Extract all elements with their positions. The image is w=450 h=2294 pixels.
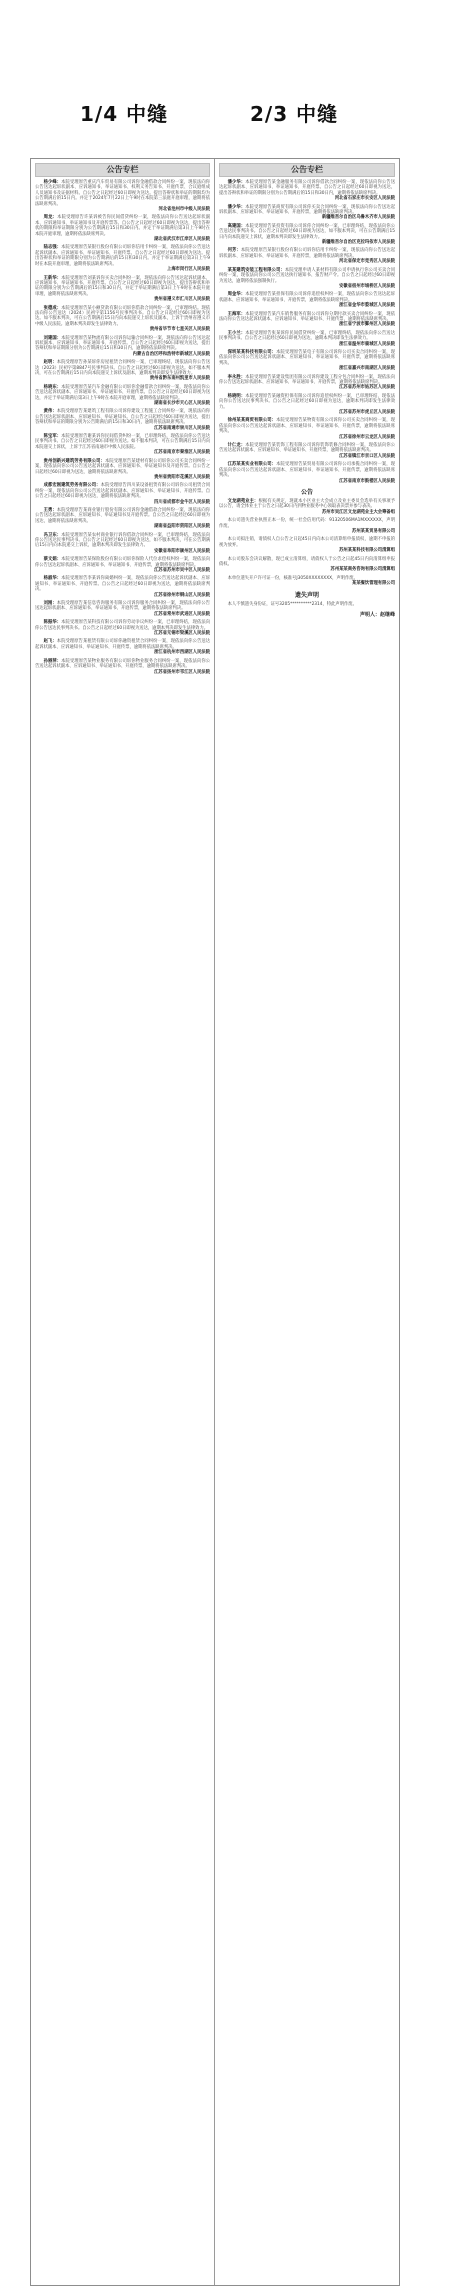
notice-addressee: 成都宏刚建筑劳务有限公司： xyxy=(43,483,101,489)
notice-text: 本院受理原告某租赁有限公司诉你融资租赁合同纠纷一案，现依法向你公告送达起诉状副本、应诉通知书、举证通知书、开庭传票，逾期将依法缺席判决。 xyxy=(35,639,211,650)
notice-item xyxy=(219,205,395,221)
notice-addressee: 杨晓明： xyxy=(227,393,246,399)
notice-item xyxy=(35,659,210,675)
notice-item xyxy=(35,306,210,333)
notice-body xyxy=(35,180,210,207)
notice-item xyxy=(219,180,395,202)
notice-text: 本公司遗失营业执照正本一份，统一社会信用代码：91320506MA1MXXXXXX，声明作废。 xyxy=(219,518,395,529)
notice-addressee: 王海军： xyxy=(227,311,246,317)
right-column xyxy=(215,159,399,2285)
notice-issuer: 湖南省长沙市天心区人民法院 xyxy=(154,401,210,407)
notice-issuer: 湖北省武汉市江岸区人民法院 xyxy=(154,237,210,243)
notice-item xyxy=(219,375,395,391)
notice-addressee: 陈振华： xyxy=(43,620,62,626)
notice-item xyxy=(35,434,210,456)
notice-body xyxy=(35,336,210,352)
notice-issuer: 浙江省宁波市鄞州区人民法院 xyxy=(339,322,395,328)
notice-issuer: 河北省石家庄市长安区人民法院 xyxy=(334,196,395,202)
notice-body xyxy=(35,459,210,475)
notice-item xyxy=(219,537,395,553)
notice-addressee: 周龙： xyxy=(43,215,58,221)
notice-body xyxy=(219,443,395,454)
notice-body xyxy=(219,331,395,342)
notice-item xyxy=(35,409,210,431)
notice-addressee: 孙丽萍： xyxy=(43,658,62,664)
notice-issuer: 江苏省常州市武进区人民法院 xyxy=(154,611,210,617)
notice-body xyxy=(35,360,210,376)
notice-issuer: 苏州某某科技有限公司清算组 xyxy=(339,548,395,554)
notice-item xyxy=(219,518,395,534)
notice-addressee: 赵明： xyxy=(43,360,57,366)
notice-item xyxy=(35,508,210,530)
notice-addressee: 杨晓东： xyxy=(43,384,62,390)
notice-body xyxy=(35,601,210,612)
notice-item xyxy=(35,215,210,242)
closing-notice xyxy=(219,602,395,607)
notice-body xyxy=(219,180,395,196)
notice-body xyxy=(219,268,395,284)
notice-addressee: 陆志强： xyxy=(43,245,62,251)
notice-item xyxy=(35,336,210,358)
notice-addressee: 蔡文娟： xyxy=(43,557,62,563)
notice-item xyxy=(35,360,210,382)
notice-addressee: 潘少华： xyxy=(227,180,246,185)
notice-issuer: 贵州省遵义市汇川区人民法院 xyxy=(154,297,210,303)
notice-addressee: 张德成： xyxy=(43,305,62,311)
notice-issuer: 河北省沧州市中级人民法院 xyxy=(158,207,210,213)
notice-issuer: 内蒙古自治区呼和浩特市新城区人民法院 xyxy=(132,351,210,357)
notice-item xyxy=(35,245,210,272)
notice-text: 本院受理原告某担保有限公司诉你追偿权纠纷一案，现依法向你公告送达起诉状副本、应诉通知书、举证通知书、开庭传票，逾期将依法缺席判决。 xyxy=(219,292,396,303)
notice-body xyxy=(219,537,395,548)
notice-text: 本院受理原告某物资有限公司诉你公司买卖合同纠纷一案，现依法向你公司公告送达起诉状副本、应诉通知书、举证通知书、开庭传票，逾期将依法缺席判决。 xyxy=(219,418,396,435)
notice-item xyxy=(35,620,210,636)
notice-text: 本院受理原告某物业服务有限公司诉你物业服务合同纠纷一案，现依法向你公告送达起诉状副本、应诉通知书、举证通知书、开庭传票，逾期将依法缺席判决。 xyxy=(35,658,211,670)
notice-body xyxy=(35,620,210,631)
notice-text: 本院受理申请人某材料有限公司申请执行你公司买卖合同纠纷一案，现依法向你公司公告送达执行通知书、报告财产令。自公告之日起经过60日即视为送达，逾期将依法强制执行。 xyxy=(219,267,396,284)
notice-issuer: 江苏省苏州市姑苏区人民法院 xyxy=(339,385,395,391)
notice-item xyxy=(219,394,395,416)
notice-addressee: 深圳某某科技有限公司： xyxy=(227,349,277,355)
notice-addressee: 刘建国： xyxy=(43,335,62,341)
closing-text: 本人不慎遗失身份证，证号3205**********2314，特此声明作废。 xyxy=(227,601,357,607)
notice-text: 本院受理原告李某诉你离婚纠纷一案，现依法向你公告送达起诉状副本、应诉通知书、举证通知书、开庭传票。自公告之日起经过60日即视为送达，逾期将依法缺席判决。 xyxy=(35,576,211,593)
notice-text: 本院受理原告某农村商业银行诉你借款合同纠纷一案，已审理终结，现依法向你公告送达民事判决书。自公告之日起经过60日即视为送达，如不服本判决，可在公告期满后15日内向本院递交上诉状，逾期本判决即发生法律效力。 xyxy=(35,532,211,549)
notice-addressee: 某某建筑安装工程有限公司： xyxy=(227,267,285,273)
left-column-header: 公告专栏 xyxy=(35,163,210,177)
notice-item xyxy=(219,248,395,264)
notice-issuer: 新疆维吾尔自治区克拉玛依市人民法院 xyxy=(321,240,395,246)
left-column xyxy=(31,159,215,2285)
notice-issuer: 湖南省益阳市资阳区人民法院 xyxy=(154,524,210,530)
notice-text: 本院受理原告某投资有限公司诉你合同纠纷一案，已审理终结，现依法向你公告送达民事判决书。自公告之日起经过60日即视为送达，如不服本判决，可在公告期满后15日内向本院递交上诉状，逾期本判决即发生法律效力。 xyxy=(219,223,396,240)
notice-issuer: 某某餐饮管理有限公司 xyxy=(352,581,395,587)
notice-text: 本院受理原告张某诉你民间借贷纠纷一案，已审理终结，现依法向你公告送达民事判决书。自公告之日起经过60日即视为送达，逾期本判决即发生法律效力。 xyxy=(219,330,396,342)
notice-text: 本院受理原告某商业银行股份有限公司诉你金融借款合同纠纷一案，现依法向你公告送达起诉状副本、应诉通知书、举证通知书及开庭传票。自公告之日起经过60日即视为送达，逾期将依法缺席判决。 xyxy=(35,507,211,524)
notice-text: 本院受理原告某物流有限公司诉你运输合同纠纷一案，现依法向你公告送达起诉状副本、应诉通知书、举证通知书、开庭传票。自公告之日起经过60日即视为送达，提出答辩状和举证期限分别为公告期满后15日和30日内，逾期将依法缺席判决。 xyxy=(35,335,211,352)
notice-item xyxy=(35,576,210,598)
notice-addressee: 文龙湖苑业主： xyxy=(227,498,259,504)
notice-issuer: 安徽省宿州市埇桥区人民法院 xyxy=(339,283,395,289)
notice-issuer: 苏州市吴江区文龙湖苑业主大会筹备组 xyxy=(321,509,395,515)
notice-text: 本院受理原告刘某诉你买卖合同纠纷一案，现依法向你公告送达起诉状副本、应诉通知书、举证通知书、开庭传票。自公告之日起经过60日即视为送达。提出答辩状和举证的期限分别为公告期满后的15日和30日内，并定于举证期满后第3日上午9时在本院开庭审理，逾期将依法缺席判决。 xyxy=(35,275,211,297)
notice-addressee: 高建国： xyxy=(227,223,246,229)
notice-addressee: 王勇： xyxy=(43,507,57,513)
notice-item xyxy=(35,459,210,481)
notice-item xyxy=(35,385,210,407)
notice-addressee: 王小兰： xyxy=(227,330,246,336)
closing-signature: 声明人：赵继峰 xyxy=(359,612,395,618)
notice-body xyxy=(219,518,395,529)
notice-issuer: 浙江省温州市鹿城区人民法院 xyxy=(339,341,395,347)
notice-body xyxy=(35,483,210,499)
notice-text: 本院受理原告某建设集团有限公司诉你建设工程分包合同纠纷一案，现依法向你公告送达起诉状副本、应诉通知书、举证通知书、开庭传票，逾期将依法缺席判决。 xyxy=(219,374,396,385)
notice-addressee: 王新华： xyxy=(43,275,62,281)
notice-text: 本单位遗失开户许可证一份，核准号J3050XXXXXXXX，声明作废。 xyxy=(227,575,358,581)
right-column-header: 公告专栏 xyxy=(219,163,395,177)
notice-issuer: 江苏省南京市秦淮区人民法院 xyxy=(154,450,210,456)
left-notice-list xyxy=(35,180,210,675)
notice-text: 本公司股东会决议解散，现已成立清算组，请债权人于公告之日起45日内向清算组申报债权。 xyxy=(219,556,395,567)
notice-issuer: 江苏省扬州市邗江区人民法院 xyxy=(154,669,210,675)
notice-body xyxy=(219,375,395,386)
notice-issuer: 江苏省南京市鼓楼区人民法院 xyxy=(339,478,395,484)
notice-issuer: 江苏省苏州市虎丘区人民法院 xyxy=(339,410,395,416)
notice-item xyxy=(219,418,395,440)
notice-text: 本院受理原告重庆汽车贸易有限公司诉你金融借款合同纠纷一案，现依法向你公告送达起诉状副本、应诉通知书、举证通知书、权利义务告知书、开庭传票、合议庭组成人员通知书及证据材料。自公告之日起经过60日即视为送达。提出答辩状和举证的期限均为公告期满后的15日内。并定于2024年7月22日上午9时在本院第三法庭开庭审理，逾期将依法缺席判决。 xyxy=(35,180,211,207)
notice-issuer: 江苏省徐州市铜山区人民法院 xyxy=(154,592,210,598)
notice-addressee: 杨淑华： xyxy=(43,576,62,582)
notice-text: 本院受理原告某贸易有限公司诉你公司承揽合同纠纷一案，现依法向你公司公告送达起诉状副本、应诉通知书、举证通知书、开庭传票，逾期将依法缺席判决。 xyxy=(219,462,396,479)
notice-text: 本院受理原告某电子有限公司诉你公司买卖合同纠纷一案，现依法向你公司公告送达起诉状副本、应诉通知书、举证通知书、开庭传票，逾期将依法缺席判决。 xyxy=(219,349,396,366)
notice-issuer: 河北省保定市竞秀区人民法院 xyxy=(339,259,395,265)
notice-body xyxy=(35,215,210,237)
right-notice-list xyxy=(219,180,395,484)
notice-text: 本院受理原告孙某诉你房屋租赁合同纠纷一案，已审理终结，现依法向你公告送达（2023）民初字第8847号民事判决书。自公告之日起经过60日即视为送达。如不服本判决，可在公告期满后15日内向本院递交上诉状及副本，逾期本判决即发生法律效力。 xyxy=(35,360,211,376)
notice-item xyxy=(35,601,210,617)
notice-text: 本院受理原告某信息咨询服务有限公司诉你服务合同纠纷一案，现依法向你公告送达起诉状副本、应诉通知书、举证通知书、开庭传票，逾期将依法缺席判决。 xyxy=(35,601,211,612)
notice-addressee: 何芳： xyxy=(227,248,241,254)
notice-issuer: 苏州某某商务咨询有限公司清算组 xyxy=(330,567,395,573)
notice-body xyxy=(35,276,210,298)
notice-issuer: 江苏省徐州市云龙区人民法院 xyxy=(339,434,395,440)
notice-addressee: 杨少峰： xyxy=(43,180,62,185)
notice-issuer: 贵州省贵阳市花溪区人民法院 xyxy=(154,474,210,480)
notice-item xyxy=(219,499,395,515)
notice-addressee: 李永胜： xyxy=(227,374,246,380)
notice-body xyxy=(219,394,395,410)
notice-body xyxy=(219,462,395,478)
notice-issuer: 浙江省杭州市西湖区人民法院 xyxy=(154,650,210,656)
newspaper-sheet xyxy=(30,158,400,2286)
notice-issuer: 江苏省镇江市京口区人民法院 xyxy=(339,453,395,459)
notice-addressee: 贵州创新兴建筑劳务有限公司： xyxy=(43,458,105,464)
notice-body xyxy=(219,312,395,323)
notice-item xyxy=(35,557,210,573)
notice-item xyxy=(35,180,210,212)
notice-issuer: 新疆维吾尔自治区乌鲁木齐市人民法院 xyxy=(321,215,395,221)
notice-body xyxy=(35,306,210,328)
notice-text: 本院受理原告许某诉被告你民间借贷纠纷一案，现依法向你公告送达起诉状副本、应诉通知书、举证通知书及开庭传票等。自公告之日起经过60日即视为送达，提出答辩状的期限和举证期限分别为公告期满后15日和30日内。并定于举证期满后第3日上午9时在本院开庭审理，逾期将依法缺席判决。 xyxy=(35,215,211,237)
notice-issuer: 浙江省嘉兴市南湖区人民法院 xyxy=(339,366,395,372)
notice-issuer: 四川省成都市金牛区人民法院 xyxy=(154,499,210,505)
left-gutter-label: 1/4 中缝 xyxy=(80,102,169,126)
notice-issuer: 江苏省无锡市梁溪区人民法院 xyxy=(154,631,210,637)
notice-body xyxy=(219,350,395,366)
right-gutter-label: 2/3 中缝 xyxy=(250,102,339,126)
notice-body xyxy=(35,508,210,524)
notice-body xyxy=(219,292,395,303)
notice-body xyxy=(35,245,210,267)
notice-addressee: 刘刚： xyxy=(43,601,57,607)
notice-text: 本院受理原告某装饰工程有限公司诉你装饰装修合同纠纷一案，现依法向你公告送达起诉状副本、应诉通知书、举证通知书、开庭传票，逾期将依法缺席判决。 xyxy=(219,443,396,454)
notice-issuer: 江苏省苏州市吴中区人民法院 xyxy=(154,568,210,573)
announcement-list xyxy=(219,499,395,587)
notice-body xyxy=(35,434,210,450)
notice-item xyxy=(219,462,395,484)
notice-text: 本院受理原告某汽车金融有限公司诉你金融借款合同纠纷一案，现依法向你公告送达起诉状副本、应诉通知书、举证通知书、开庭传票。自公告之日起经过60日即视为送达，并定于举证期满后第3日上午9时在本院开庭审理，逾期将依法缺席判决。 xyxy=(35,384,211,401)
notice-body xyxy=(35,533,210,549)
notice-item xyxy=(219,292,395,308)
notice-body xyxy=(219,248,395,259)
notice-issuer: 苏州某某贸易有限公司 xyxy=(352,528,395,534)
notice-text: 本院受理原告某银行股份有限公司诉你信用卡纠纷一案，现依法向你公告送达起诉状副本、应诉通知书、举证通知书、开庭传票。自公告之日起经过60日即视为送达。提出答辩状和举证的期限分别为公告期满后的15日和30日内。并定于举证期满后第3日上午9时在本院开庭审理，逾期将依法缺席判决。 xyxy=(35,245,211,267)
notice-text: 本公司拟注销，请债权人自公告之日起45日内向本公司清算组申报债权，逾期不申报的视为放弃。 xyxy=(219,537,395,548)
notice-addressee: 赵飞： xyxy=(43,639,57,645)
notice-body xyxy=(219,205,395,216)
notice-issuer: 安徽省阜阳市颍州区人民法院 xyxy=(154,548,210,554)
notice-issuer: 贵州省毕节市七星关区人民法院 xyxy=(149,327,210,333)
notice-text: 本院受理原告某融资担保有限公司诉你追偿权纠纷一案，已审理终结，现依法向你公告送达民事判决书。自公告之日起经过60日即视为送达，逾期本判决即发生法律效力。 xyxy=(219,393,396,410)
notice-text: 本院受理原告某汽车销售服务有限公司诉你分期付款买卖合同纠纷一案，现依法向你公告送达起诉状副本、应诉通知书、举证通知书、开庭传票，逾期将依法缺席判决。 xyxy=(219,311,396,322)
notice-item xyxy=(219,312,395,328)
notice-body xyxy=(219,418,395,434)
notice-issuer: 浙江省金华市婺城区人民法院 xyxy=(339,303,395,309)
notice-item xyxy=(219,576,395,587)
notice-item xyxy=(219,443,395,459)
notice-item xyxy=(35,276,210,303)
notice-body xyxy=(219,557,395,568)
notice-issuer: 贵州省黔东南州凯里市人民法院 xyxy=(149,376,210,382)
notice-body xyxy=(219,224,395,240)
announcement-section-title: 公告 xyxy=(300,488,313,496)
notice-item xyxy=(219,224,395,246)
notice-text: 本院受理原告某商贸有限公司诉你买卖合同纠纷一案，现依法向你公告送达起诉状副本、应诉通知书、举证通知书、开庭传票，逾期将依法缺席判决。 xyxy=(219,204,396,216)
notice-text: 本院受理原告某建材有限公司诉你公司买卖合同纠纷一案，现依法向你公司公告送达起诉状副本、应诉通知书、举证通知书及开庭传票。自公告之日起经过60日即视为送达，逾期将依法缺席判决。 xyxy=(35,458,211,475)
notice-addressee: 黄伟： xyxy=(43,409,57,415)
notice-addressee: 徐州某某商贸有限公司： xyxy=(227,418,277,424)
notice-addressee: 周金华： xyxy=(227,292,246,298)
notice-body xyxy=(35,385,210,401)
notice-addressee: 潘少华： xyxy=(227,204,246,210)
notice-text: 根据有关规定，现就本小区业主大会成立及业主委员会选举有关事项予以公告，请全体业主于公告之日起30日内到物业服务中心领取表决票并参与表决。 xyxy=(219,498,395,510)
notice-body xyxy=(35,639,210,650)
notice-addressee: 冯卫东： xyxy=(43,532,62,538)
notice-text: 本院受理原告某金融服务有限公司诉你借款合同纠纷一案，现依法向你公告送达起诉状副本、应诉通知书、举证通知书、开庭传票。自公告之日起经过60日即视为送达，提出答辩状和举证的期限分别为公告期满后的15日和30日内，逾期将依法缺席判决。 xyxy=(219,180,396,196)
notice-item xyxy=(219,557,395,573)
notice-issuer: 上海市闵行区人民法院 xyxy=(167,267,210,273)
notice-text: 本院受理原告某银行股份有限公司诉你信用卡纠纷一案，现依法向你公告送达起诉状副本、应诉通知书、举证通知书、开庭传票，逾期将依法缺席判决。 xyxy=(219,248,396,259)
notice-addressee: 江苏某某实业有限公司： xyxy=(227,462,277,468)
notice-text: 本院受理原告四川某设备租赁有限公司诉你公司租赁合同纠纷一案，现依法向你公司公告送达起诉状副本、应诉通知书、举证通知书、开庭传票。自公告之日起经过60日即视为送达，逾期将依法缺席判决。 xyxy=(35,483,211,500)
notice-item xyxy=(35,533,210,555)
notice-addressee: 计仁龙： xyxy=(227,443,246,449)
notice-issuer: 江苏省南通市崇川区人民法院 xyxy=(154,425,210,431)
notice-body xyxy=(35,409,210,425)
notice-text: 本院受理原告某建筑工程有限公司诉你建设工程施工合同纠纷一案，现依法向你公告送达起诉状副本、应诉通知书、举证通知书。自公告之日起经过60日即视为送达，提出答辩状和举证的期限分别为公告期满后的15日和30日内，逾期将依法缺席判决。 xyxy=(35,409,211,426)
notice-item xyxy=(35,639,210,655)
notice-item xyxy=(35,483,210,505)
notice-addressee: 陈宝军： xyxy=(43,434,62,440)
notice-item xyxy=(219,331,395,347)
notice-text: 本院受理原告某小额贷款有限公司诉你借款合同纠纷一案，已审理终结。现依法向你公告送达（2024）民初字第1156号民事判决书。自公告之日起经过60日即视为送达。如不服本判决，可在公告期满后15日内向本院递交上诉状及副本，上诉于贵州省遵义市中级人民法院。逾期本判决即发生法律效力。 xyxy=(35,305,211,327)
notice-text: 本院受理原告某科技有限公司诉你劳动争议纠纷一案，已审理终结，现依法向你公告送达民事判决书。自公告之日起经过60日即视为送达，逾期本判决即发生法律效力。 xyxy=(35,620,211,631)
notice-body xyxy=(35,576,210,592)
closing-section-title: 遗失声明 xyxy=(294,591,319,599)
notice-item xyxy=(219,268,395,290)
notice-body xyxy=(219,499,395,510)
notice-text: 本院受理原告谢某诉你民间借贷纠纷一案，已审理终结，现依法向你公告送达民事判决书。自公告之日起经过60日即视为送达。如不服本判决，可在公告期满后15日内向本院递交上诉状，上诉于江苏省南通市中级人民法院。 xyxy=(35,434,211,450)
notice-text: 本院受理原告某保险股份有限公司诉你保险人代位求偿权纠纷一案，现依法向你公告送达起诉状副本、应诉通知书、举证通知书、开庭传票，逾期将依法缺席判决。 xyxy=(35,557,211,568)
notice-body xyxy=(35,659,210,670)
notice-body xyxy=(35,557,210,568)
notice-item xyxy=(219,350,395,372)
